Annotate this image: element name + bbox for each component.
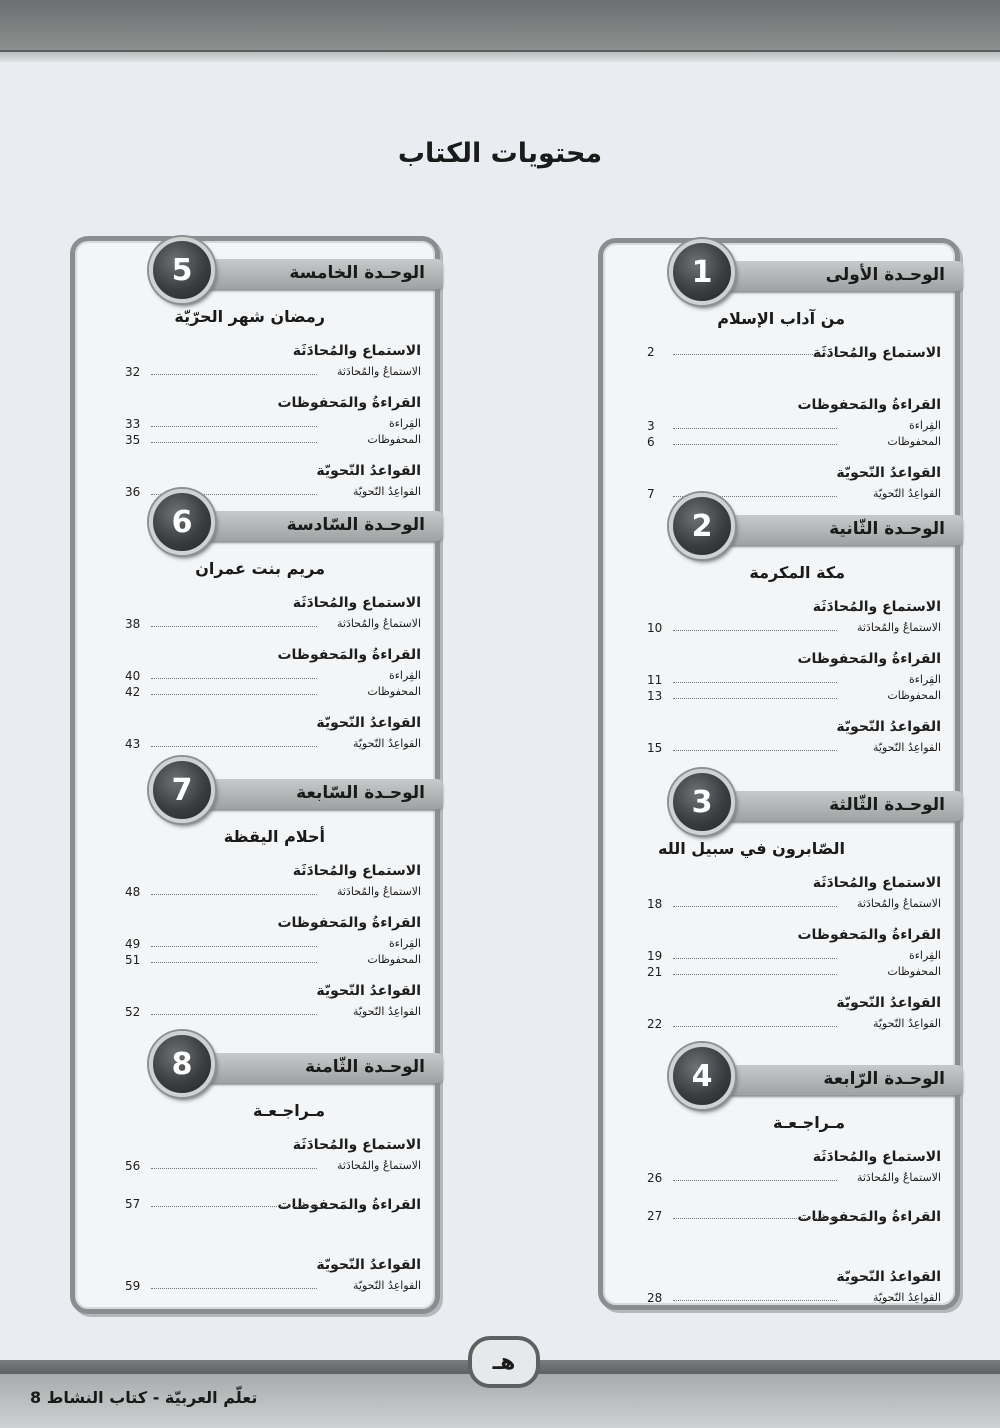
toc-dot-leader xyxy=(673,1180,837,1181)
toc-entry[interactable] xyxy=(75,1137,435,1173)
unit-title: الوحـدة الثّالثة xyxy=(829,795,945,815)
toc-entry-subheading: الاستماعُ والمُحادَثة xyxy=(856,621,941,634)
toc-entry[interactable] xyxy=(75,595,435,631)
toc-dot-leader xyxy=(151,962,317,963)
toc-page-number: 56 xyxy=(125,1159,141,1173)
toc-entry-heading: القواعدُ النّحويّة xyxy=(836,1269,941,1285)
toc-entry-subheading: القِراءة xyxy=(908,673,941,686)
toc-entry[interactable] xyxy=(75,715,435,751)
unit-section xyxy=(75,1046,435,1313)
unit-section xyxy=(603,508,955,775)
toc-entry[interactable] xyxy=(603,1269,955,1305)
unit-lesson-title: من آداب الإسلام xyxy=(717,309,845,328)
toc-entry[interactable] xyxy=(75,429,435,449)
toc-entry-subheading: الاستماعُ والمُحادَثة xyxy=(856,897,941,910)
unit-title: الوحـدة الأولى xyxy=(825,265,945,285)
toc-entry-subheading: الاستماعُ والمُحادَثة xyxy=(856,1171,941,1184)
unit-title: الوحـدة الثّامنة xyxy=(304,1057,425,1077)
toc-entry-subheading: القواعِدُ النّحويّة xyxy=(872,1017,941,1030)
unit-header xyxy=(725,515,963,545)
unit-header xyxy=(205,511,443,541)
toc-page-number: 52 xyxy=(125,1005,141,1019)
toc-page-number: 49 xyxy=(125,937,141,951)
toc-entry-subheading: الاستماعُ والمُحادَثة xyxy=(336,1159,421,1172)
unit-number-badge: 3 xyxy=(669,769,735,835)
toc-entry[interactable] xyxy=(603,651,955,687)
toc-entry-heading: القراءةُ والمَحفوظات xyxy=(277,915,421,931)
toc-entry[interactable] xyxy=(603,599,955,635)
toc-page-number: 26 xyxy=(647,1171,663,1185)
toc-page-number: 2 xyxy=(647,345,655,359)
toc-dot-leader xyxy=(673,1026,837,1027)
toc-entry[interactable] xyxy=(603,927,955,963)
toc-page-number: 19 xyxy=(647,949,663,963)
toc-dot-leader xyxy=(673,682,837,683)
unit-title: الوحـدة الرّابعة xyxy=(823,1069,945,1089)
toc-page-number: 3 xyxy=(647,419,655,433)
unit-section xyxy=(603,784,955,1051)
unit-header xyxy=(205,1053,443,1083)
toc-page-number: 33 xyxy=(125,417,141,431)
toc-page-number: 51 xyxy=(125,953,141,967)
unit-lesson-title: مكة المكرمة xyxy=(749,563,845,582)
toc-entry-heading: الاستماع والمُحادَثَة xyxy=(812,875,941,891)
toc-entry-heading: القراءةُ والمَحفوظات xyxy=(277,395,421,411)
toc-entry-heading: القواعدُ النّحويّة xyxy=(316,463,421,479)
toc-entry[interactable] xyxy=(75,463,435,499)
toc-dot-leader xyxy=(673,958,837,959)
toc-dot-leader xyxy=(151,1168,317,1169)
toc-entry[interactable] xyxy=(603,1209,955,1229)
unit-header xyxy=(205,779,443,809)
toc-entry-heading: الاستماع والمُحادَثَة xyxy=(812,345,941,361)
unit-number-badge: 2 xyxy=(669,493,735,559)
toc-entry[interactable] xyxy=(75,681,435,701)
unit-lesson-title: رمضان شهر الحرّيّة xyxy=(174,307,325,326)
toc-entry-subheading: القِراءة xyxy=(388,669,421,682)
unit-number-badge: 5 xyxy=(149,237,215,303)
toc-entry-subheading: القواعِدُ النّحويّة xyxy=(352,1279,421,1292)
toc-entry[interactable] xyxy=(603,465,955,501)
unit-number-badge: 4 xyxy=(669,1043,735,1109)
toc-entry-subheading: القِراءة xyxy=(388,937,421,950)
unit-header xyxy=(725,791,963,821)
toc-entry-subheading: القِراءة xyxy=(388,417,421,430)
toc-page-number: 43 xyxy=(125,737,141,751)
unit-title: الوحـدة الثّانية xyxy=(829,519,945,539)
toc-entry[interactable] xyxy=(603,345,955,365)
toc-dot-leader xyxy=(673,698,837,699)
footer-book-title: تعلّم العربيّة - كتاب النشاط 8 xyxy=(30,1388,258,1407)
toc-entry[interactable] xyxy=(603,719,955,755)
toc-page-number: 10 xyxy=(647,621,663,635)
toc-entry-subheading: المحفوظات xyxy=(367,433,421,446)
toc-entry-subheading: الاستماعُ والمُحادَثة xyxy=(336,365,421,378)
toc-entry-heading: الاستماع والمُحادَثَة xyxy=(292,595,421,611)
toc-entry[interactable] xyxy=(75,983,435,1019)
toc-entry-heading: الاستماع والمُحادَثَة xyxy=(292,1137,421,1153)
toc-entry-subheading: القواعِدُ النّحويّة xyxy=(872,487,941,500)
toc-entry[interactable] xyxy=(75,915,435,951)
toc-dot-leader xyxy=(151,894,317,895)
unit-lesson-title: أحلام اليقظة xyxy=(223,827,325,846)
toc-entry-heading: القواعدُ النّحويّة xyxy=(836,719,941,735)
top-decorative-band xyxy=(0,0,1000,50)
toc-dot-leader xyxy=(151,626,317,627)
toc-entry[interactable] xyxy=(603,995,955,1031)
toc-entry-heading: القراءةُ والمَحفوظات xyxy=(797,651,941,667)
toc-dot-leader xyxy=(151,1288,317,1289)
toc-page-number: 22 xyxy=(647,1017,663,1031)
toc-page-number: 7 xyxy=(647,487,655,501)
unit-header xyxy=(725,261,963,291)
toc-page-number: 11 xyxy=(647,673,663,687)
unit-lesson-title: مريم بنت عمران xyxy=(195,559,325,578)
toc-entry-heading: الاستماع والمُحادَثَة xyxy=(292,863,421,879)
toc-entry[interactable] xyxy=(603,1149,955,1185)
unit-number-badge: 1 xyxy=(669,239,735,305)
toc-page-number: 21 xyxy=(647,965,663,979)
page-number-letter: هـ xyxy=(468,1336,540,1388)
toc-dot-leader xyxy=(151,746,317,747)
unit-number-badge: 7 xyxy=(149,757,215,823)
unit-section xyxy=(75,772,435,1039)
toc-entry[interactable] xyxy=(603,685,955,705)
toc-page-number: 38 xyxy=(125,617,141,631)
contents-panel-right xyxy=(598,238,960,1310)
unit-section xyxy=(603,1058,955,1325)
toc-entry[interactable] xyxy=(75,863,435,899)
toc-entry[interactable] xyxy=(603,961,955,981)
toc-dot-leader xyxy=(673,974,837,975)
unit-title: الوحـدة السّادسة xyxy=(286,515,425,535)
unit-section xyxy=(603,254,955,521)
toc-page-number: 59 xyxy=(125,1279,141,1293)
unit-lesson-title: مـراجـعـة xyxy=(252,1101,325,1120)
toc-entry-heading: الاستماع والمُحادَثَة xyxy=(812,599,941,615)
toc-entry-heading: القراءةُ والمَحفوظات xyxy=(797,1209,941,1225)
toc-dot-leader xyxy=(673,428,837,429)
toc-page-number: 57 xyxy=(125,1197,141,1211)
toc-entry[interactable] xyxy=(603,431,955,451)
contents-panel-left xyxy=(70,236,440,1314)
toc-entry-subheading: المحفوظات xyxy=(887,435,941,448)
toc-entry-subheading: القواعِدُ النّحويّة xyxy=(352,1005,421,1018)
unit-section xyxy=(75,504,435,771)
toc-entry-subheading: المحفوظات xyxy=(367,953,421,966)
toc-entry[interactable] xyxy=(75,343,435,379)
toc-entry-subheading: الاستماعُ والمُحادَثة xyxy=(336,617,421,630)
toc-page-number: 18 xyxy=(647,897,663,911)
toc-entry[interactable] xyxy=(603,397,955,433)
toc-entry-subheading: القواعِدُ النّحويّة xyxy=(352,737,421,750)
toc-page-number: 27 xyxy=(647,1209,663,1223)
toc-entry[interactable] xyxy=(75,1257,435,1293)
toc-page-number: 32 xyxy=(125,365,141,379)
toc-page-number: 35 xyxy=(125,433,141,447)
toc-dot-leader xyxy=(151,678,317,679)
toc-dot-leader xyxy=(673,1218,837,1219)
toc-page-number: 48 xyxy=(125,885,141,899)
toc-entry-heading: القواعدُ النّحويّة xyxy=(836,995,941,1011)
toc-dot-leader xyxy=(673,444,837,445)
unit-lesson-title: مـراجـعـة xyxy=(772,1113,845,1132)
toc-entry-heading: القراءةُ والمَحفوظات xyxy=(277,1197,421,1213)
toc-entry-subheading: القِراءة xyxy=(908,949,941,962)
toc-entry-heading: القواعدُ النّحويّة xyxy=(316,1257,421,1273)
toc-entry-heading: القراءةُ والمَحفوظات xyxy=(797,397,941,413)
toc-page-number: 28 xyxy=(647,1291,663,1305)
toc-entry-subheading: القِراءة xyxy=(908,419,941,432)
toc-entry[interactable] xyxy=(75,395,435,431)
toc-entry-heading: القراءةُ والمَحفوظات xyxy=(277,647,421,663)
toc-page-number: 42 xyxy=(125,685,141,699)
toc-entry-heading: الاستماع والمُحادَثَة xyxy=(812,1149,941,1165)
toc-dot-leader xyxy=(151,694,317,695)
unit-title: الوحـدة الخامسة xyxy=(289,263,425,283)
toc-entry-heading: الاستماع والمُحادَثَة xyxy=(292,343,421,359)
toc-dot-leader xyxy=(151,1206,317,1207)
toc-dot-leader xyxy=(151,426,317,427)
toc-entry[interactable] xyxy=(75,647,435,683)
toc-dot-leader xyxy=(673,906,837,907)
unit-lesson-title: الصّابرون في سبيل الله xyxy=(657,839,845,858)
toc-dot-leader xyxy=(673,1300,837,1301)
toc-page-number: 36 xyxy=(125,485,141,499)
toc-dot-leader xyxy=(673,630,837,631)
page-title: محتويات الكتاب xyxy=(397,138,603,169)
toc-dot-leader xyxy=(151,374,317,375)
toc-dot-leader xyxy=(151,1014,317,1015)
toc-dot-leader xyxy=(673,354,837,355)
unit-title: الوحـدة السّابعة xyxy=(296,783,425,803)
toc-entry-heading: القواعدُ النّحويّة xyxy=(836,465,941,481)
toc-entry-heading: القواعدُ النّحويّة xyxy=(316,983,421,999)
toc-entry-subheading: المحفوظات xyxy=(367,685,421,698)
toc-entry-subheading: القواعِدُ النّحويّة xyxy=(872,741,941,754)
toc-page-number: 40 xyxy=(125,669,141,683)
unit-number-badge: 6 xyxy=(149,489,215,555)
toc-page-number: 6 xyxy=(647,435,655,449)
toc-entry[interactable] xyxy=(75,949,435,969)
toc-entry-subheading: المحفوظات xyxy=(887,689,941,702)
toc-entry-subheading: الاستماعُ والمُحادَثة xyxy=(336,885,421,898)
toc-entry-subheading: المحفوظات xyxy=(887,965,941,978)
toc-entry[interactable] xyxy=(75,1197,435,1217)
toc-entry-heading: القواعدُ النّحويّة xyxy=(316,715,421,731)
toc-entry-subheading: القواعِدُ النّحويّة xyxy=(352,485,421,498)
toc-entry-subheading: القواعِدُ النّحويّة xyxy=(872,1291,941,1304)
toc-page-number: 15 xyxy=(647,741,663,755)
toc-entry[interactable] xyxy=(603,875,955,911)
top-decorative-stripe xyxy=(0,50,1000,62)
toc-dot-leader xyxy=(151,946,317,947)
unit-section xyxy=(75,252,435,519)
unit-header xyxy=(725,1065,963,1095)
unit-number-badge: 8 xyxy=(149,1031,215,1097)
unit-header xyxy=(205,259,443,289)
toc-dot-leader xyxy=(151,442,317,443)
toc-dot-leader xyxy=(673,750,837,751)
toc-entry-heading: القراءةُ والمَحفوظات xyxy=(797,927,941,943)
toc-page-number: 13 xyxy=(647,689,663,703)
